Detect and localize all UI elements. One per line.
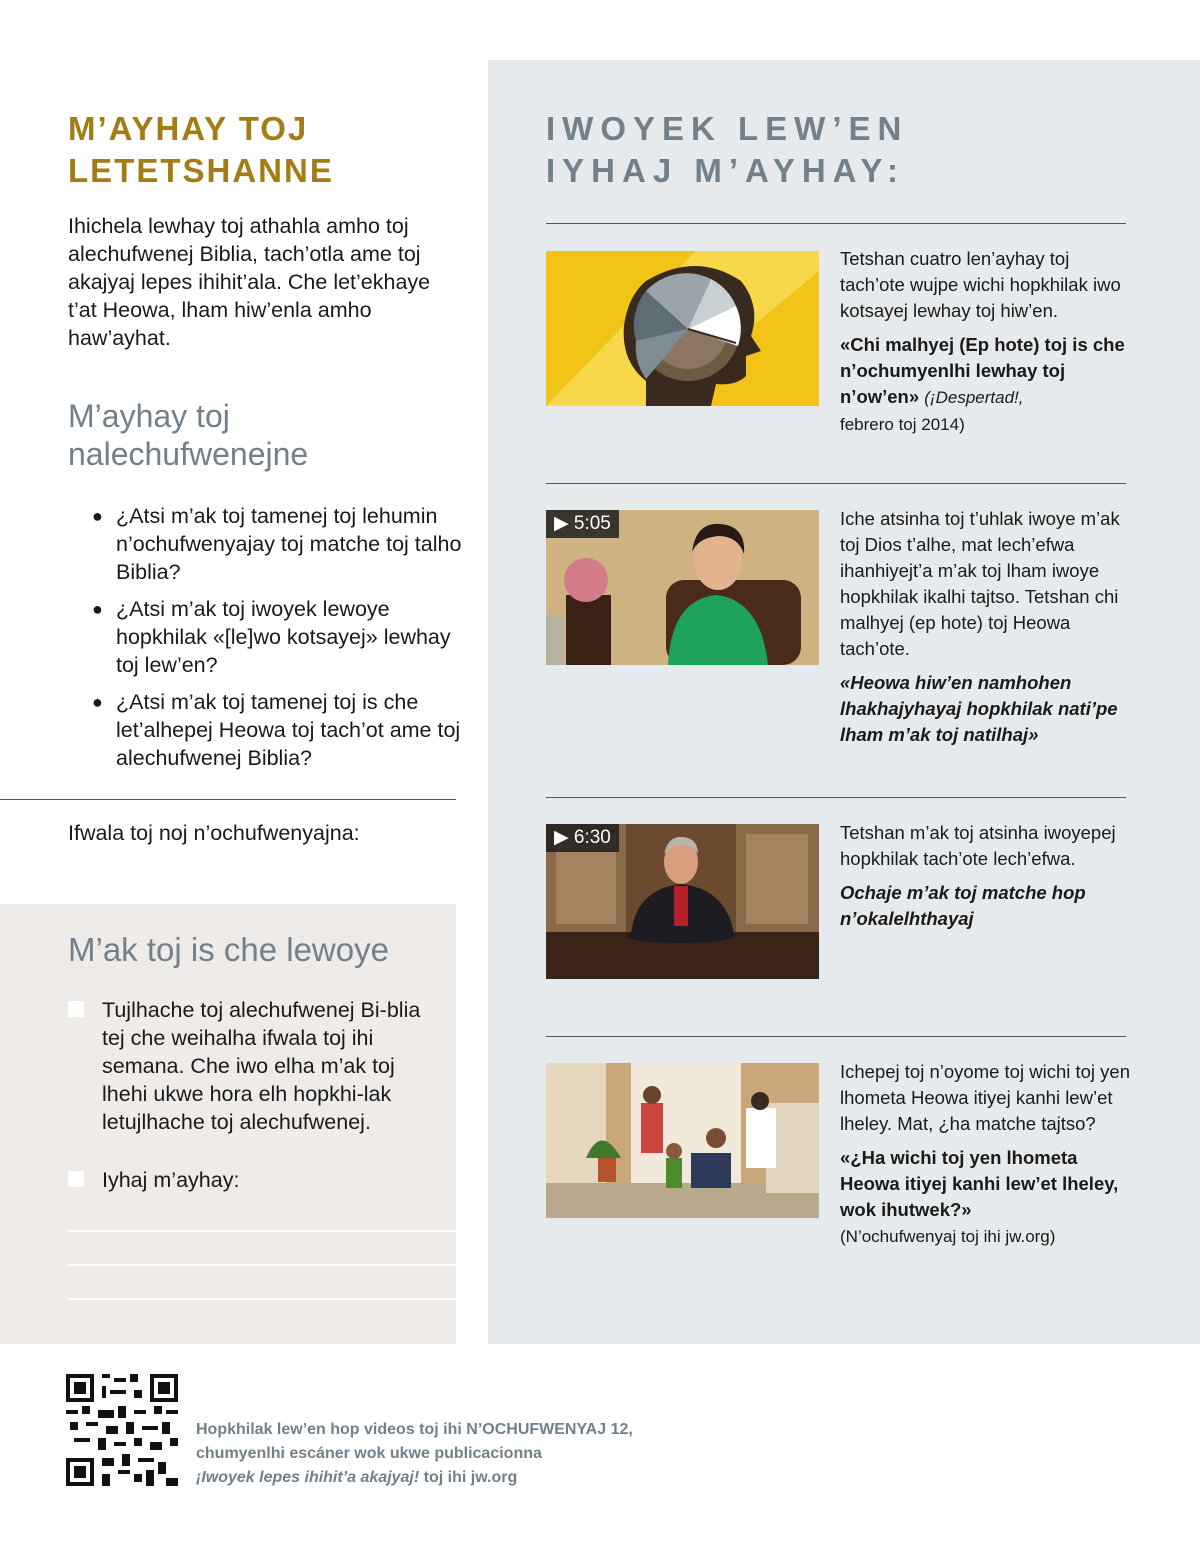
writing-line: [68, 1230, 456, 1232]
footer-line2: chumyenlhi escáner wok ukwe publicacionna: [196, 1445, 542, 1462]
writing-line: [68, 1298, 456, 1300]
divider: [546, 483, 1126, 484]
checkbox-icon[interactable]: [68, 1171, 84, 1187]
family-greeting-image: [546, 1063, 819, 1218]
video-link[interactable]: Ochaje m’ak toj matche hop n’okalelhthayaj: [840, 882, 1086, 929]
study-heading-line1: M’ayhay toj: [68, 398, 230, 434]
source-date: febrero toj 2014): [840, 415, 965, 434]
study-heading: [68, 397, 448, 473]
video-entry: [840, 820, 1130, 932]
video-duration: ▶ 6:30: [546, 824, 619, 852]
question-text: ¿Atsi m’ak toj tamenej toj is che let’alhepej Heowa toj tach’ot ame toj alechufwenej Biblia?: [116, 690, 461, 770]
entry-description: Ichepej toj n’oyome toj wichi toj yen lhometa Heowa itiyej kanhi lew’et lheley. Mat, ¿ha matche tajtso?: [840, 1061, 1130, 1134]
article-entry: [840, 246, 1130, 438]
article-thumbnail[interactable]: [546, 251, 819, 406]
bullet-icon: ●: [92, 506, 103, 526]
source-label: (N’ochufwenyaj toj ihi jw.org): [840, 1227, 1056, 1246]
head-clock-illustration: [546, 251, 819, 406]
divider: [546, 223, 1126, 224]
divider: [546, 1036, 1126, 1037]
entry-description: Tetshan cuatro len’ayhay toj tach’ote wujpe wichi hopkhilak iwo kotsayej lewhay toj hiw’en.: [840, 248, 1121, 321]
study-heading-line2: nalechufwenejne: [68, 436, 309, 472]
question-item: [92, 502, 464, 586]
question-text: ¿Atsi m’ak toj tamenej toj lehumin n’ochufwenyajay toj matche toj talho Biblia?: [116, 504, 462, 584]
todo-item: [68, 1166, 438, 1196]
bullet-icon: ●: [92, 692, 103, 712]
lesson-title-line2: LETETSHANNE: [68, 152, 334, 189]
question-item: [92, 688, 464, 772]
writing-line: [68, 1264, 456, 1266]
divider: [546, 797, 1126, 798]
video-entry: [840, 506, 1130, 748]
video-thumbnail[interactable]: [546, 824, 819, 979]
review-questions: [92, 502, 464, 781]
lesson-intro: Ihichela lewhay toj athahla amho toj alechufwenej Biblia, tach’otla ame toj akajyaj lepes ihihit’ala. Che let’ekhaye t’at Heowa, lham hiw’enla amho haw’ayhat.: [68, 214, 431, 350]
article-link[interactable]: «Chi malhyej (Ep hote) toj is che n’ochumyenlhi lewhay toj n’ow’en»: [840, 334, 1125, 407]
footer-line3: toj ihi jw.org: [419, 1469, 518, 1486]
next-question-label: Ifwala toj noj n’ochufwenyajna:: [68, 821, 360, 845]
todo-item: [68, 996, 438, 1136]
media-heading-line2: IYHAJ M’AYHAY:: [546, 152, 906, 189]
todo-item-text: Iyhaj m’ayhay:: [102, 1168, 240, 1192]
publication-title: ¡Iwoyek lepes ihihit’a akajyaj!: [196, 1469, 420, 1486]
divider: [0, 799, 456, 800]
entry-description: Iche atsinha toj t’uhlak iwoye m’ak toj Dios t’alhe, mat lech’efwa ihanhiyejt’a m’ak toj lham iwoye hopkhilak ikalhi tajtso. Tetshan chi malhyej (ep hote) toj Heowa tach’ote.: [840, 508, 1120, 659]
lesson-title: [68, 108, 448, 192]
video-thumbnail[interactable]: [546, 510, 819, 665]
article-thumbnail[interactable]: [546, 1063, 819, 1218]
todo-heading: M’ak toj is che lewoye: [68, 931, 389, 968]
video-duration: ▶ 5:05: [546, 510, 619, 538]
article-link[interactable]: «¿Ha wichi toj yen lhometa Heowa itiyej kanhi lew’et lheley, wok ihutwek?»: [840, 1147, 1119, 1220]
media-heading: [546, 108, 1106, 192]
source-label: (¡Despertad!,: [924, 388, 1024, 407]
qr-code-icon[interactable]: [66, 1374, 178, 1486]
entry-description: Tetshan m’ak toj atsinha iwoyepej hopkhilak tach’ote lech’efwa.: [840, 822, 1116, 869]
qr-code-graphic: [66, 1374, 178, 1486]
footer-note: [196, 1418, 756, 1490]
media-heading-line1: IWOYEK LEW’EN: [546, 110, 909, 147]
video-link[interactable]: «Heowa hiw’en namhohen lhakhajyhayaj hopkhilak nati’pe lham m’ak toj natilhaj»: [840, 672, 1118, 745]
question-text: ¿Atsi m’ak toj iwoyek lewoye hopkhilak «[le]wo kotsayej» lewhay toj lew’en?: [116, 597, 451, 677]
lesson-title-line1: M’AYHAY TOJ: [68, 110, 309, 147]
checkbox-icon[interactable]: [68, 1001, 84, 1017]
bullet-icon: ●: [92, 599, 103, 619]
todo-item-text: Tujlhache toj alechufwenej Bi-blia tej che weihalha ifwala toj ihi semana. Che iwo elha m’ak toj lhehi ukwe hora elh hopkhi-lak letujlhache toj alechufwenej.: [102, 998, 421, 1134]
footer-line1: Hopkhilak lew’en hop videos toj ihi N’OCHUFWENYAJ 12,: [196, 1421, 633, 1438]
article-entry: [840, 1059, 1130, 1250]
question-item: [92, 595, 464, 679]
